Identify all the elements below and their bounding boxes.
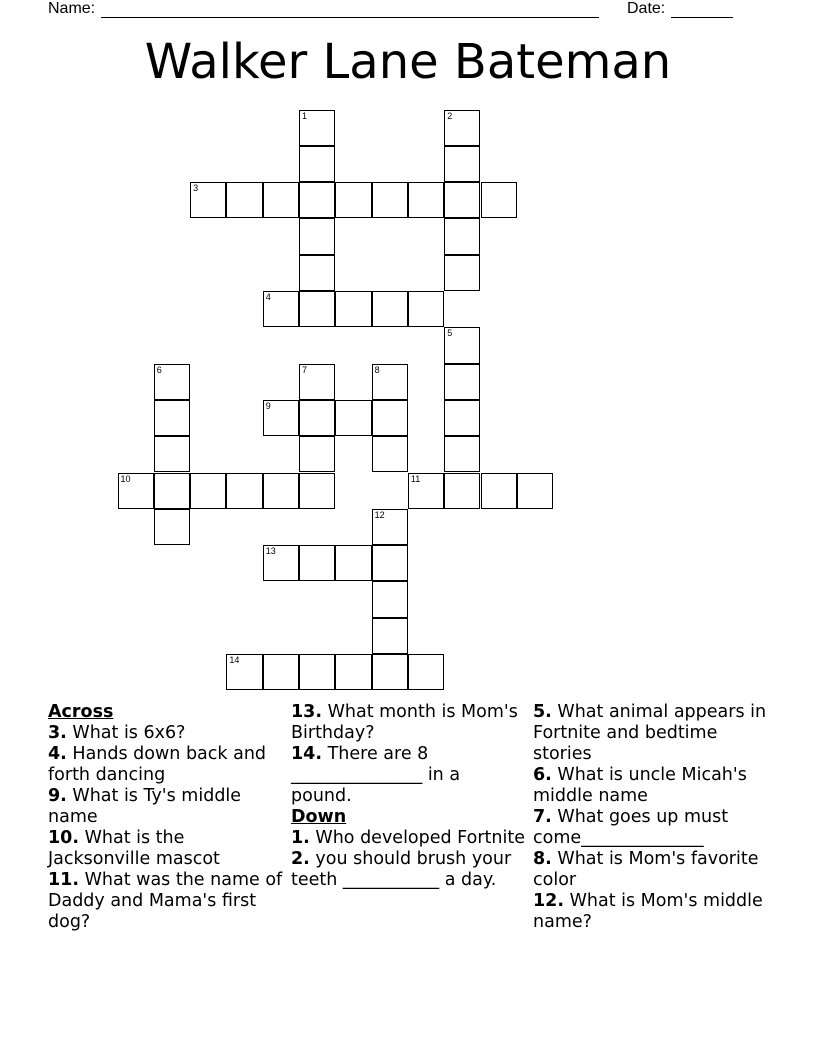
clue-across-3: 3. What is 6x6? [48,723,186,743]
grid-cell[interactable] [154,364,190,400]
name-field[interactable] [48,0,599,18]
grid-cell[interactable] [263,473,299,509]
grid-cell[interactable] [335,400,371,436]
clue-across-11: 11. What was the name of Daddy and Mama's first dog? [48,870,283,932]
clue-down-1: 1. Who developed Fortnite [291,828,525,848]
clue-number: 1 [302,110,308,121]
grid-cell[interactable] [335,654,371,690]
grid-cell[interactable] [444,364,480,400]
grid-cell[interactable] [299,255,335,291]
grid-cell[interactable] [372,581,408,617]
grid-cell[interactable] [372,436,408,472]
clue-down-7: 7. What goes up must come______________ [533,807,729,848]
clue-down-5: 5. What animal appears in Fortnite and bedtime stories [533,702,767,764]
date-label: Date: [627,0,666,17]
clue-number: 8 [374,364,380,375]
clue-down-2: 2. you should brush your teeth ___________ a day. [291,849,512,890]
grid-cell[interactable] [299,146,335,182]
grid-cell[interactable] [372,400,408,436]
grid-cell[interactable] [299,364,335,400]
grid-cell[interactable] [517,473,553,509]
grid-cell[interactable] [335,545,371,581]
across-heading: Across [48,702,114,722]
grid-cell[interactable] [299,436,335,472]
grid-cell[interactable] [226,473,262,509]
clue-number: 6 [156,364,162,375]
clue-number: 7 [302,364,308,375]
grid-cell[interactable] [444,218,480,254]
clue-number: 9 [265,400,271,411]
grid-cell[interactable] [372,182,408,218]
grid-cell[interactable] [263,400,299,436]
grid-cell[interactable] [299,473,335,509]
grid-cell[interactable] [118,473,154,509]
clue-across-4: 4. Hands down back and forth dancing [48,744,267,785]
grid-cell[interactable] [408,291,444,327]
grid-cell[interactable] [263,291,299,327]
grid-cell[interactable] [372,509,408,545]
grid-cell[interactable] [263,545,299,581]
grid-cell[interactable] [372,618,408,654]
clue-across-9: 9. What is Ty's middle name [48,786,242,827]
grid-cell[interactable] [263,182,299,218]
grid-cell[interactable] [190,182,226,218]
grid-cell[interactable] [154,509,190,545]
clue-number: 4 [265,292,271,302]
clue-across-10: 10. What is the Jacksonville mascot [48,828,220,869]
clue-number: 11 [410,473,421,484]
grid-cell[interactable] [408,473,444,509]
grid-cell[interactable] [299,218,335,254]
clue-number: 13 [265,546,276,557]
clue-number: 3 [193,183,199,194]
grid-cell[interactable] [226,654,262,690]
clue-number: 2 [447,110,453,121]
grid-cell[interactable] [481,182,517,218]
clue-across-14: 14. There are 8 _______________ in a pound. [291,744,461,806]
clues-column-2 [291,702,526,891]
grid-cell[interactable] [444,146,480,182]
name-label: Name: [48,0,96,17]
grid-cell[interactable] [299,400,335,436]
grid-cell[interactable] [263,654,299,690]
grid-cell[interactable] [299,545,335,581]
grid-cell[interactable] [154,473,190,509]
grid-cell[interactable] [372,291,408,327]
grid-cell[interactable] [372,654,408,690]
grid-cell[interactable] [481,473,517,509]
grid-cell[interactable] [190,473,226,509]
clue-number: 5 [447,328,453,339]
clue-down-6: 6. What is uncle Micah's middle name [533,765,747,806]
grid-cell[interactable] [335,182,371,218]
grid-cell[interactable] [444,255,480,291]
grid-cell[interactable] [444,182,480,218]
grid-cell[interactable] [408,654,444,690]
clue-number: 14 [229,655,240,665]
clue-down-8: 8. What is Mom's favorite color [533,849,759,890]
grid-cell[interactable] [444,327,480,363]
grid-cell[interactable] [335,291,371,327]
date-field[interactable] [627,0,733,18]
grid-cell[interactable] [299,654,335,690]
grid-cell[interactable] [154,436,190,472]
page-title: Walker Lane Bateman [144,34,672,90]
grid-cell[interactable] [444,400,480,436]
clues-column-1 [48,702,283,933]
grid-cell[interactable] [299,182,335,218]
grid-cell[interactable] [372,545,408,581]
grid-cell[interactable] [444,436,480,472]
grid-cell[interactable] [444,110,480,146]
grid-cell[interactable] [408,182,444,218]
clue-down-12: 12. What is Mom's middle name? [533,891,763,932]
clues-column-3 [533,702,768,933]
clue-number: 10 [120,473,131,484]
down-heading: Down [291,807,347,827]
clue-across-13: 13. What month is Mom's Birthday? [291,702,518,743]
grid-cell[interactable] [299,291,335,327]
grid-cell[interactable] [444,473,480,509]
grid-cell[interactable] [154,400,190,436]
grid-cell[interactable] [299,110,335,146]
grid-cell[interactable] [226,182,262,218]
grid-cell[interactable] [372,364,408,400]
clue-number: 12 [374,509,385,520]
